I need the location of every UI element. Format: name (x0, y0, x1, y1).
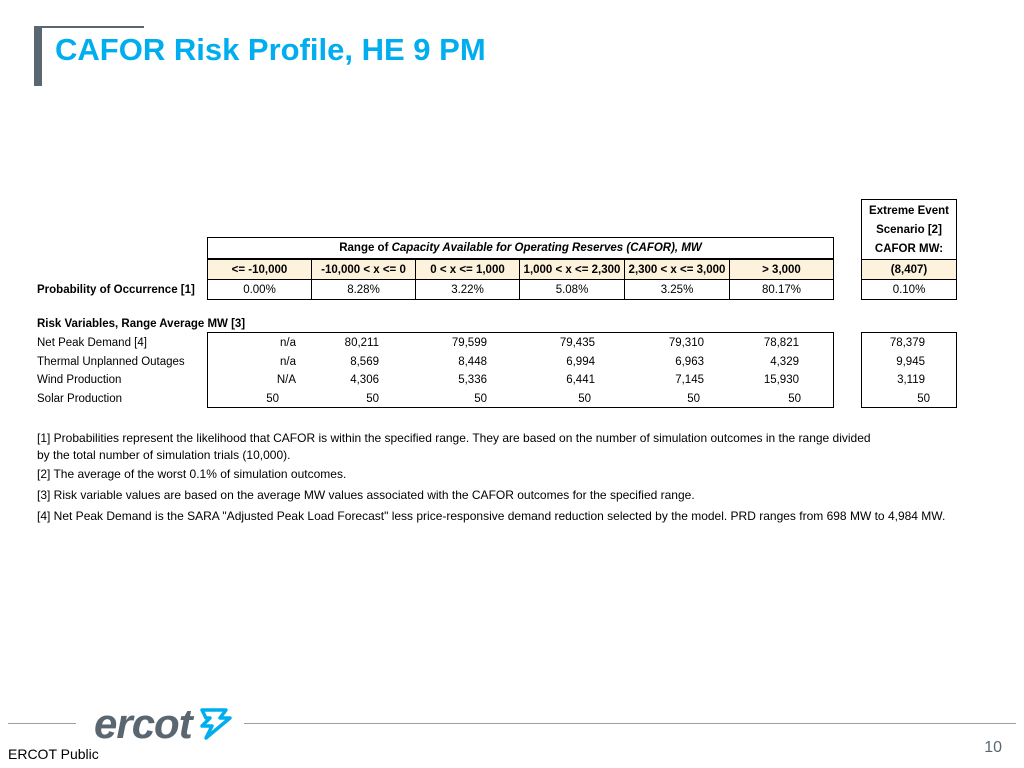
probability-value: 0.00% (207, 279, 312, 300)
row-value: 5,336 (458, 373, 487, 386)
ercot-logo (94, 700, 236, 748)
footnotes (37, 428, 945, 526)
range-col-4: 1,000 < x <= 2,300 (519, 259, 625, 280)
row-extreme: 50 (917, 392, 930, 405)
extreme-header-line3: CAFOR MW: (874, 242, 944, 255)
row-value: 6,441 (566, 373, 595, 386)
row-value: 4,329 (770, 355, 799, 368)
risk-heading: Risk Variables, Range Average MW [3] (37, 318, 246, 330)
row-value: 8,448 (458, 355, 487, 368)
footnote: [2] The average of the worst 0.1% of simulation outcomes. (37, 467, 347, 481)
row-value: 78,821 (763, 336, 799, 349)
row-value: n/a (280, 355, 296, 368)
probability-value: 80.17% (729, 279, 834, 300)
extreme-header-box (861, 199, 957, 260)
extreme-value: (8,407) (861, 259, 957, 280)
range-col-5: 2,300 < x <= 3,000 (624, 259, 730, 280)
row-label: Wind Production (37, 373, 122, 386)
footer-divider-left (8, 723, 76, 724)
row-label: Solar Production (37, 392, 123, 405)
footnote: [4] Net Peak Demand is the SARA "Adjusted Peak Load Forecast" less price-responsive demand reduction selected by the model. PRD ranges from 698 MW to 4,984 MW. (37, 509, 946, 523)
page-title: CAFOR Risk Profile, HE 9 PM (55, 32, 486, 67)
range-header (207, 237, 834, 259)
row-value: 50 (366, 392, 379, 405)
row-extreme: 9,945 (896, 355, 925, 368)
footnote: [1] Probabilities represent the likelihood that CAFOR is within the specified range. They are based on the number of simulation outcomes in the range divided (37, 431, 871, 445)
row-value: n/a (280, 336, 296, 349)
row-value: 50 (578, 392, 591, 405)
row-label: Net Peak Demand [4] (37, 336, 147, 349)
probability-value: 5.08% (519, 279, 625, 300)
row-value: 79,435 (559, 336, 595, 349)
row-value: 80,211 (344, 336, 379, 349)
row-value: 50 (788, 392, 801, 405)
row-value: 4,306 (350, 373, 379, 386)
row-value: 8,569 (350, 355, 379, 368)
range-col-2: -10,000 < x <= 0 (311, 259, 416, 280)
range-col-3: 0 < x <= 1,000 (415, 259, 520, 280)
range-col-1: <= -10,000 (207, 259, 312, 280)
row-value: 6,994 (566, 355, 595, 368)
row-value: 15,930 (763, 373, 799, 386)
footer-divider-right (244, 723, 1016, 724)
row-extreme: 3,119 (897, 373, 925, 386)
row-value: 50 (266, 392, 279, 405)
row-value: 79,599 (451, 336, 487, 349)
probability-extreme: 0.10% (861, 279, 957, 300)
row-label: Thermal Unplanned Outages (37, 355, 185, 368)
row-value: 6,963 (675, 355, 704, 368)
range-col-6: > 3,000 (729, 259, 834, 280)
row-value: 50 (474, 392, 487, 405)
footnote: by the total number of simulation trials (10,000). (37, 448, 291, 462)
probability-value: 3.22% (415, 279, 520, 300)
row-value: N/A (276, 373, 296, 386)
probability-value: 8.28% (311, 279, 416, 300)
footnote: [3] Risk variable values are based on the average MW values associated with the CAFOR outcomes for the specified range. (37, 488, 695, 502)
probability-label: Probability of Occurrence [1] (37, 284, 195, 296)
row-extreme: 78,379 (889, 336, 925, 349)
footer-label: ERCOT Public (8, 746, 99, 762)
page-number: 10 (984, 739, 1002, 756)
extreme-header-line2: Scenario [2] (876, 223, 942, 236)
logo-wordmark: ercot (94, 700, 192, 747)
range-header-italic: Capacity Available for Operating Reserves (CAFOR), MW (391, 242, 702, 254)
extreme-header-line1: Extreme Event (869, 205, 949, 218)
ercot-lightning-icon (196, 704, 236, 744)
probability-value: 3.25% (624, 279, 730, 300)
row-value: 50 (687, 392, 700, 405)
row-value: 7,145 (675, 373, 704, 386)
range-header-prefix: Range of (339, 242, 392, 254)
row-value: 79,310 (668, 336, 704, 349)
